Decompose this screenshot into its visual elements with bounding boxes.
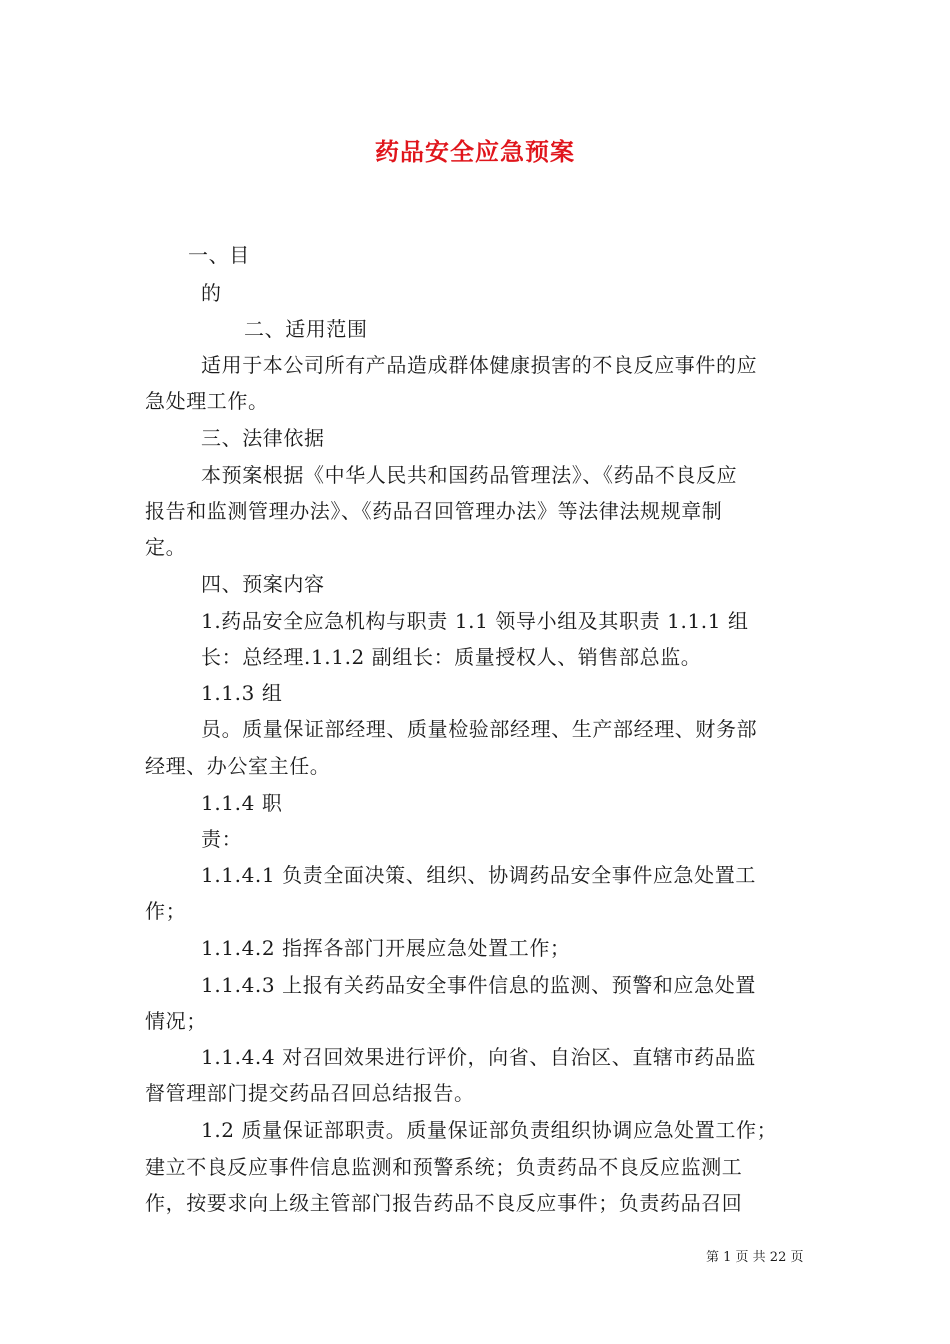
text-line: 情况； [145,1009,207,1033]
text-line: 1.1.4.2 指挥各部门开展应急处置工作； [201,936,571,960]
text-line: 1.药品安全应急机构与职责 1.1 领导小组及其职责 1.1.1 组 [201,609,749,633]
text-line: 1.1.3 组 [201,681,283,705]
text-line: 作，按要求向上级主管部门报告药品不良反应事件；负责药品召回 [145,1191,743,1215]
text-line: 1.1.4.3 上报有关药品安全事件信息的监测、预警和应急处置 [201,973,756,997]
text-line: 报告和监测管理办法》、《药品召回管理办法》等法律法规规章制 [145,499,723,523]
text-line: 1.1.4 职 [201,791,283,815]
text-line: 四、预案内容 [201,572,325,596]
text-line: 员。质量保证部经理、质量检验部经理、生产部经理、财务部 [201,717,758,741]
text-line: 责： [201,827,243,851]
text-line: 急处理工作。 [145,389,269,413]
text-line: 适用于本公司所有产品造成群体健康损害的不良反应事件的应 [201,353,758,377]
text-line: 本预案根据《中华人民共和国药品管理法》、《药品不良反应 [201,463,738,487]
text-line: 长：总经理.1.1.2 副组长：质量授权人、销售部总监。 [201,645,702,669]
text-line: 1.1.4.4 对召回效果进行评价，向省、自治区、直辖市药品监 [201,1045,756,1069]
text-line: 定。 [145,535,187,559]
text-line: 的 [201,281,222,305]
text-line: 经理、办公室主任。 [145,754,331,778]
text-line: 1.1.4.1 负责全面决策、组织、协调药品安全事件应急处置工 [201,863,756,887]
text-line: 三、法律依据 [201,426,325,450]
document-title: 药品安全应急预案 [375,137,575,166]
text-line: 建立不良反应事件信息监测和预警系统；负责药品不良反应监测工 [145,1155,743,1179]
text-line: 1.2 质量保证部职责。质量保证部负责组织协调应急处置工作； [201,1118,778,1142]
text-line: 作； [145,899,187,923]
text-line: 一、目 [188,243,250,267]
text-line: 二、适用范围 [244,317,368,341]
page-number-footer: 第 1 页 共 22 页 [706,1250,804,1265]
text-line: 督管理部门提交药品召回总结报告。 [145,1081,475,1105]
